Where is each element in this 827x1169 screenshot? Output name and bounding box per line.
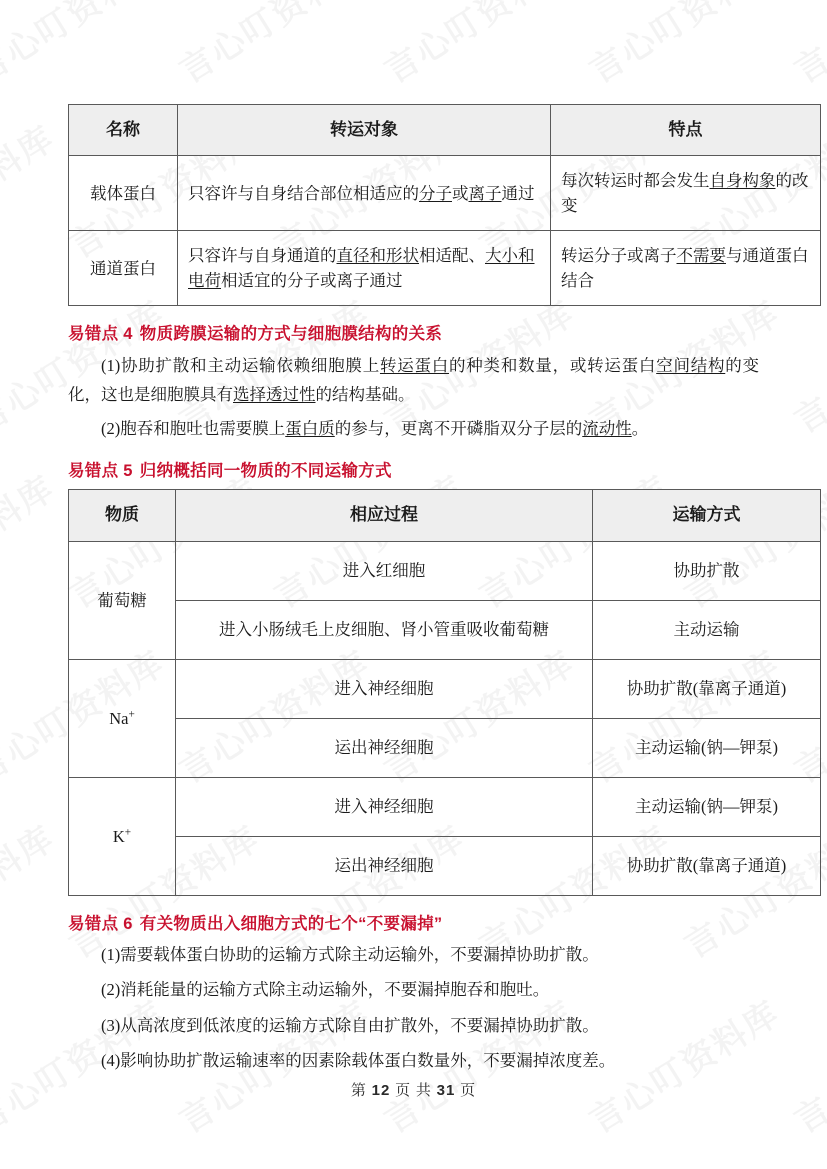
heading-point-4 (68, 320, 759, 344)
th-process: 相应过程 (176, 490, 593, 541)
point-6-title: 有关物质出入细胞方式的七个“不要漏掉” (139, 914, 443, 933)
paragraph: (1)协助扩散和主动运输依赖细胞膜上转运蛋白的种类和数量，或转运蛋白空间结构的变化，这也是细胞膜具有选择透过性的结构基础。 (68, 356, 760, 404)
cell-feature: 每次转运时都会发生自身构象的改变 (551, 156, 821, 231)
table-row (69, 156, 821, 231)
cell-process: 运出神经细胞 (176, 718, 593, 777)
footer-prefix: 第 (350, 1083, 367, 1099)
table-row (69, 231, 821, 306)
underlined-term: 直径和形状 (336, 245, 419, 265)
table-row (69, 836, 821, 895)
point-6-label: 易错点 6 (68, 914, 133, 933)
cell-transport-mode: 协助扩散 (593, 541, 821, 600)
underlined-term: 离子 (468, 183, 502, 203)
list-item: (3)从高浓度到低浓度的运输方式除自由扩散外，不要漏掉协助扩散。 (101, 1015, 599, 1035)
point-5-title: 归纳概括同一物质的不同运输方式 (139, 462, 392, 481)
cell-transport-mode: 协助扩散(靠离子通道) (593, 659, 821, 718)
table-transport-proteins (68, 104, 821, 306)
point-6-items (68, 942, 759, 1075)
heading-point-6 (68, 910, 759, 934)
cell-transport-mode: 主动运输 (593, 600, 821, 659)
cell-transport-mode: 协助扩散(靠离子通道) (593, 836, 821, 895)
underlined-term: 蛋白质 (285, 419, 335, 439)
cell-process: 进入小肠绒毛上皮细胞、肾小管重吸收葡萄糖 (176, 600, 593, 659)
cell-feature: 转运分子或离子不需要与通道蛋白结合 (551, 231, 821, 306)
page-footer (0, 1079, 827, 1100)
point-4-paragraphs (68, 352, 759, 443)
point-4-label: 易错点 4 (68, 325, 133, 344)
list-item: (4)影响协助扩散运输速率的因素除载体蛋白数量外，不要漏掉浓度差。 (101, 1050, 616, 1070)
cell-process: 进入神经细胞 (176, 777, 593, 836)
th-mode: 运输方式 (593, 490, 821, 541)
underlined-term: 选择透过性 (233, 384, 316, 404)
table-row (69, 600, 821, 659)
underlined-term: 不需要 (676, 245, 726, 265)
footer-total-pages: 31 (436, 1082, 456, 1099)
table-header-row (69, 490, 821, 541)
underlined-term: 自身构象 (709, 170, 776, 190)
substance-charge-superscript: + (124, 826, 132, 839)
watermark-text (0, 1161, 63, 1169)
table-row (69, 777, 821, 836)
cell-protein-name: 通道蛋白 (69, 231, 178, 306)
top-margin-spacer (68, 0, 759, 104)
th-transport-object: 转运对象 (178, 105, 551, 156)
underlined-term: 大小和电荷 (188, 245, 535, 291)
cell-transport-mode: 主动运输(钠—钾泵) (593, 777, 821, 836)
watermark-text (263, 1161, 472, 1169)
th-name: 名称 (69, 105, 178, 156)
underlined-term: 流动性 (582, 419, 632, 439)
cell-process: 进入红细胞 (176, 541, 593, 600)
list-item: (2)消耗能量的运输方式除主动运输外，不要漏掉胞吞和胞吐。 (101, 980, 550, 1000)
table-header-row (69, 105, 821, 156)
footer-suffix: 页 (460, 1083, 477, 1099)
footer-middle: 页 共 (395, 1083, 432, 1099)
point-5-label: 易错点 5 (68, 462, 133, 481)
underlined-term: 空间结构 (656, 356, 726, 376)
th-feature: 特点 (551, 105, 821, 156)
cell-transport-object: 只容许与自身结合部位相适应的分子或离子通过 (178, 156, 551, 231)
list-item: (1)需要载体蛋白协助的运输方式除主动运输外，不要漏掉协助扩散。 (101, 944, 599, 964)
table-body (69, 541, 821, 895)
underlined-term: 分子 (419, 183, 452, 203)
table-body (69, 156, 821, 306)
cell-substance: 葡萄糖 (69, 541, 176, 659)
cell-process: 进入神经细胞 (176, 659, 593, 718)
underlined-term: 转运蛋白 (379, 356, 450, 376)
watermark-text (468, 1161, 677, 1169)
cell-transport-mode: 主动运输(钠—钾泵) (593, 718, 821, 777)
footer-current-page: 12 (371, 1082, 391, 1099)
cell-protein-name: 载体蛋白 (69, 156, 178, 231)
cell-transport-object: 只容许与自身通道的直径和形状相适配、大小和电荷相适宜的分子或离子通过 (178, 231, 551, 306)
heading-point-5 (68, 457, 759, 481)
th-substance: 物质 (69, 490, 176, 541)
point-4-title: 物质跨膜运输的方式与细胞膜结构的关系 (139, 325, 443, 344)
substance-charge-superscript: + (128, 708, 135, 721)
watermark-text (58, 1161, 267, 1169)
cell-process: 运出神经细胞 (176, 836, 593, 895)
table-transport-modes (68, 489, 821, 895)
table-row (69, 718, 821, 777)
table-row (69, 659, 821, 718)
watermark-text (673, 1161, 827, 1169)
cell-substance: K+ (69, 777, 176, 895)
paragraph: (2)胞吞和胞吐也需要膜上蛋白质的参与，更离不开磷脂双分子层的流动性。 (101, 419, 649, 439)
table-row (69, 541, 821, 600)
cell-substance: Na+ (69, 659, 176, 777)
